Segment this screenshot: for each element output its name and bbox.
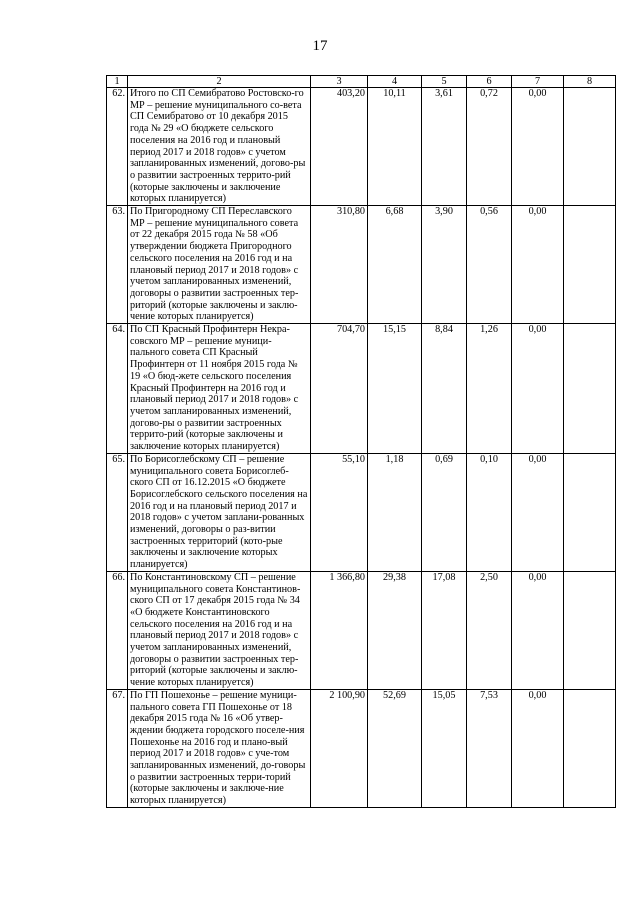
header-cell-5: 5 (422, 76, 467, 88)
cell-col3: 403,20 (311, 88, 368, 206)
cell-col4: 52,69 (368, 689, 422, 807)
cell-col3: 310,80 (311, 206, 368, 324)
row-description: По Константиновскому СП – решение муниципального совета Константинов-ского СП от 17 декабря 2015 года № 34 «О бюджете Константиновского сельского поселения на 2016 год и на плановый период 2017 и 2018 годов» с учетом запланированных изменений, договоры о развитии застроенных тер-риторий (которые заключены и заклю-чение которых планируется) (128, 571, 311, 689)
cell-col3: 55,10 (311, 453, 368, 571)
cell-col4: 29,38 (368, 571, 422, 689)
row-description: По Пригородному СП Переславского МР – решение муниципального совета от 22 декабря 2015 года № 58 «Об утверждении бюджета Пригородного сельского поселения на 2016 год и на плановый период 2017 и 2018 годов» с учетом запланированных изменений, договоры о развитии застроенных тер-риторий (которые заключены и заклю-чение которых планируется) (128, 206, 311, 324)
cell-col5: 0,69 (422, 453, 467, 571)
header-cell-6: 6 (467, 76, 512, 88)
cell-col5: 8,84 (422, 324, 467, 454)
row-description: Итого по СП Семибратово Ростовско-го МР – решение муниципального со-вета СП Семибратово от 10 декабря 2015 года № 29 «О бюджете сельского поселения на 2016 год и плановый период 2017 и 2018 годов» с учетом запланированных изменений, догово-ры о развитии застроенных террито-рий (которые заключены и заключение которых планируется) (128, 88, 311, 206)
cell-col7: 0,00 (512, 571, 564, 689)
row-number: 65. (107, 453, 128, 571)
cell-col6: 0,56 (467, 206, 512, 324)
header-cell-4: 4 (368, 76, 422, 88)
row-description: По Борисоглебскому СП – решение муниципального совета Борисоглеб-ского СП от 16.12.2015 «О бюджете Борисоглебского сельского поселения на 2016 год и на плановый период 2017 и 2018 годов» с учетом заплани-рованных изменений, договоры о раз-витии застроенных территорий (кото-рые заключены и заключение которых планируется) (128, 453, 311, 571)
row-number: 64. (107, 324, 128, 454)
cell-col5: 3,90 (422, 206, 467, 324)
row-description: По ГП Пошехонье – решение муници-пального совета ГП Пошехонье от 18 декабря 2015 года № 16 «Об утвер-ждении бюджета городского поселе-ния Пошехонье на 2016 год и плано-вый период 2017 и 2018 годов» с уче-том запланированных изменений, до-говоры о развитии застроенных терри-торий (которые заключены и заключе-ние которых планируется) (128, 689, 311, 807)
table-row (107, 453, 616, 571)
cell-col6: 1,26 (467, 324, 512, 454)
cell-col8 (564, 571, 616, 689)
cell-col6: 0,10 (467, 453, 512, 571)
cell-col8 (564, 88, 616, 206)
cell-col5: 3,61 (422, 88, 467, 206)
cell-col3: 704,70 (311, 324, 368, 454)
table-row (107, 571, 616, 689)
cell-col6: 7,53 (467, 689, 512, 807)
header-cell-1: 1 (107, 76, 128, 88)
cell-col7: 0,00 (512, 206, 564, 324)
cell-col3: 2 100,90 (311, 689, 368, 807)
cell-col7: 0,00 (512, 689, 564, 807)
header-cell-8: 8 (564, 76, 616, 88)
header-row (107, 76, 616, 88)
cell-col5: 17,08 (422, 571, 467, 689)
cell-col4: 10,11 (368, 88, 422, 206)
cell-col7: 0,00 (512, 88, 564, 206)
cell-col5: 15,05 (422, 689, 467, 807)
cell-col8 (564, 324, 616, 454)
cell-col8 (564, 206, 616, 324)
row-number: 67. (107, 689, 128, 807)
table-row (107, 689, 616, 807)
cell-col6: 0,72 (467, 88, 512, 206)
cell-col4: 6,68 (368, 206, 422, 324)
header-cell-7: 7 (512, 76, 564, 88)
cell-col7: 0,00 (512, 324, 564, 454)
cell-col8 (564, 689, 616, 807)
table-row (107, 206, 616, 324)
cell-col7: 0,00 (512, 453, 564, 571)
header-cell-3: 3 (311, 76, 368, 88)
budget-table (106, 75, 616, 808)
cell-col4: 1,18 (368, 453, 422, 571)
row-number: 62. (107, 88, 128, 206)
table-row (107, 324, 616, 454)
row-number: 63. (107, 206, 128, 324)
table-row (107, 88, 616, 206)
cell-col3: 1 366,80 (311, 571, 368, 689)
cell-col4: 15,15 (368, 324, 422, 454)
cell-col8 (564, 453, 616, 571)
header-cell-2: 2 (128, 76, 311, 88)
page-number: 17 (312, 38, 328, 54)
row-description: По СП Красный Профинтерн Некра-совского МР – решение муници-пального совета СП Красный Профинтерн от 11 ноября 2015 года № 19 «О бюд-жете сельского поселения Красный Профинтерн на 2016 год и плановый период 2017 и 2018 годов» с учетом запланированных изменений, догово-ры о развитии застроенных террито-рий (которые заключены и заключение которых планируется) (128, 324, 311, 454)
cell-col6: 2,50 (467, 571, 512, 689)
row-number: 66. (107, 571, 128, 689)
